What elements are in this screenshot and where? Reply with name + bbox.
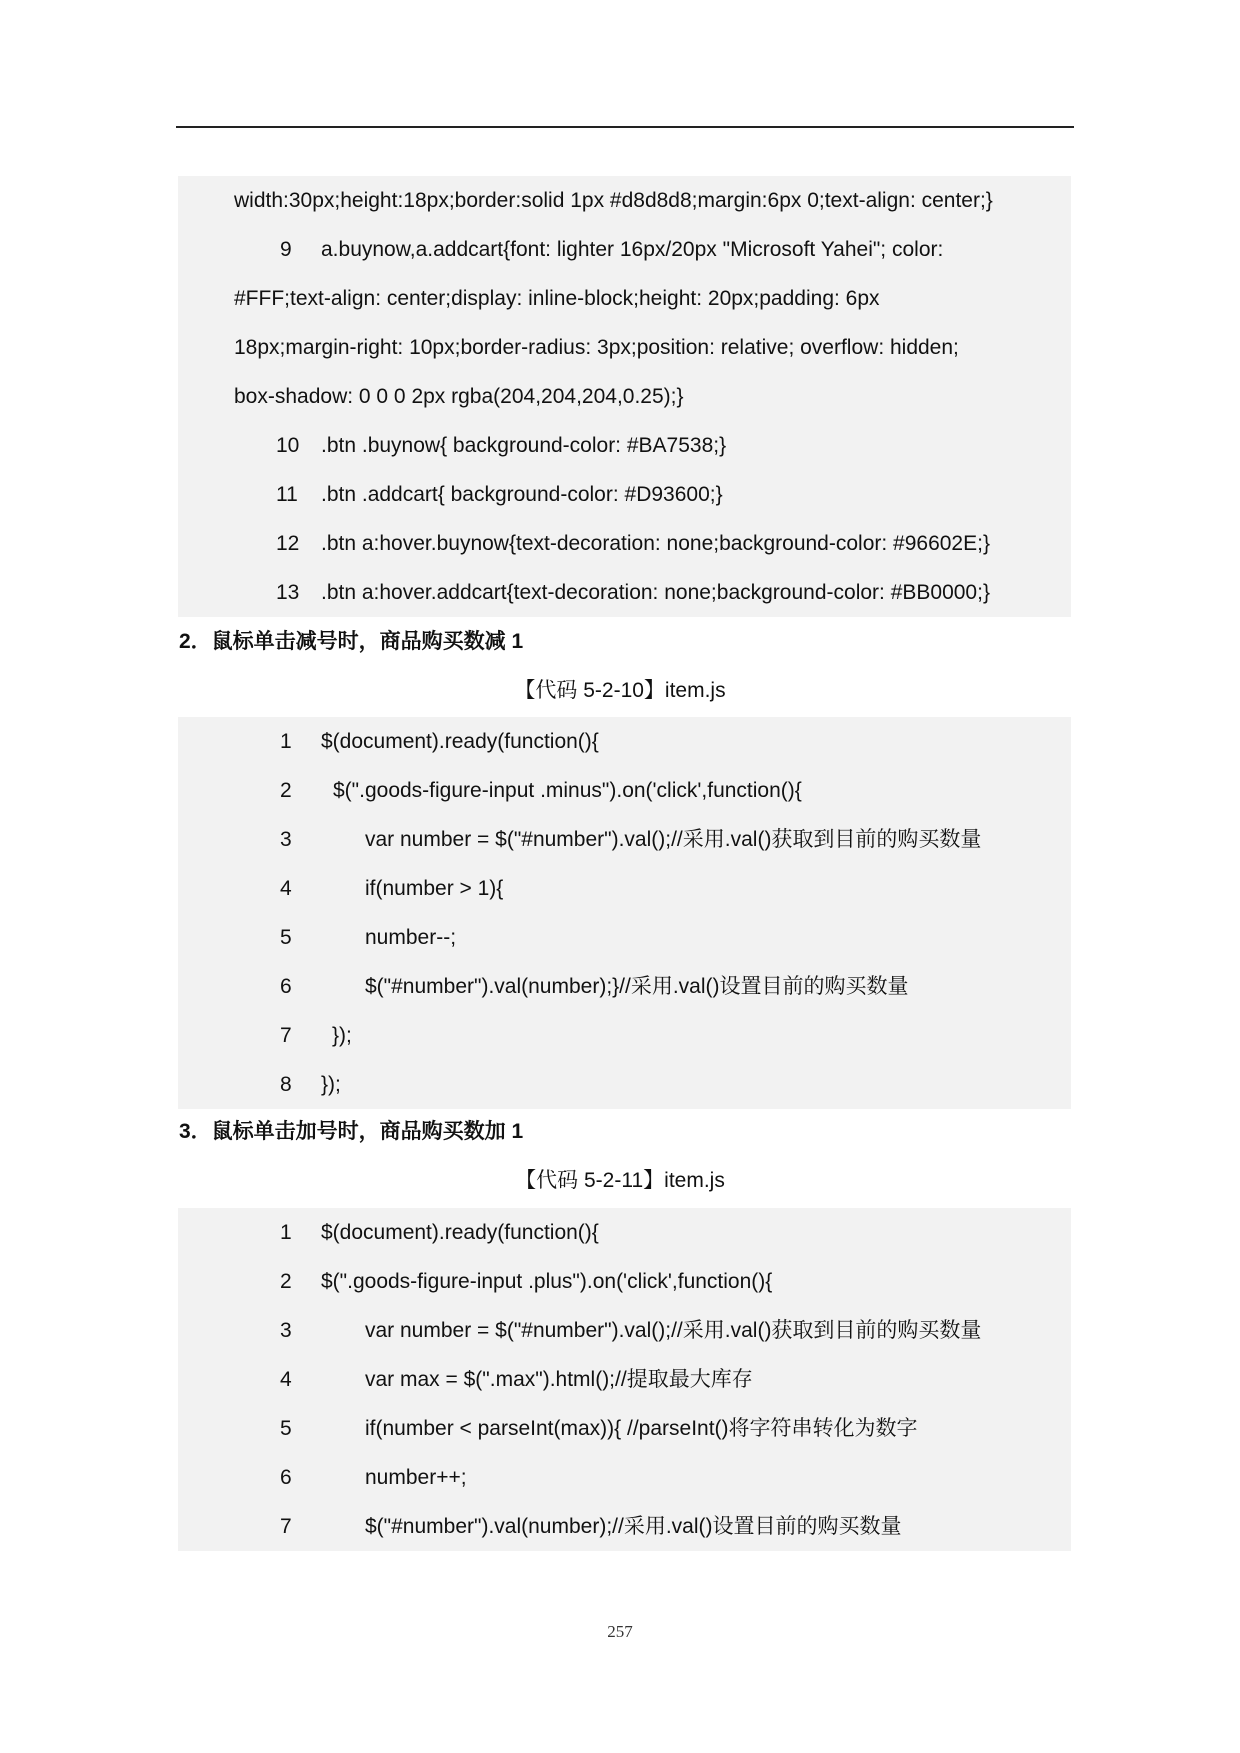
code-text: if(number > 1){ bbox=[365, 877, 504, 900]
line-number: 10 bbox=[276, 434, 300, 457]
code-text: .btn .buynow{ background-color: #BA7538;} bbox=[321, 434, 727, 457]
line-number: 3 bbox=[280, 1319, 292, 1342]
code-line bbox=[178, 1208, 1071, 1257]
code-caption: 【代码 5-2-10】item.js bbox=[514, 679, 726, 702]
code-text: box-shadow: 0 0 0 2px rgba(204,204,204,0.25);} bbox=[234, 385, 684, 408]
code-text: $("#number").val(number);}//采用.val()设置目前的购买数量 bbox=[365, 975, 909, 998]
line-number: 8 bbox=[280, 1073, 292, 1096]
code-line bbox=[178, 519, 1071, 568]
line-number: 1 bbox=[280, 730, 292, 753]
code-line bbox=[178, 1355, 1071, 1404]
line-number: 2 bbox=[280, 1270, 292, 1293]
code-line bbox=[178, 815, 1071, 864]
code-line bbox=[178, 717, 1071, 766]
line-number: 12 bbox=[276, 532, 300, 555]
line-number: 13 bbox=[276, 581, 300, 604]
code-line bbox=[178, 1404, 1071, 1453]
code-text: $(".goods-figure-input .minus").on('click',function(){ bbox=[333, 779, 802, 802]
section-heading: 3．鼠标单击加号时，商品购买数加 1 bbox=[179, 1120, 524, 1143]
code-text: .btn a:hover.addcart{text-decoration: none;background-color: #BB0000;} bbox=[321, 581, 990, 604]
code-line bbox=[178, 568, 1071, 617]
line-number: 6 bbox=[280, 975, 292, 998]
line-number: 5 bbox=[280, 1417, 292, 1440]
page-number: 257 bbox=[607, 1622, 633, 1641]
code-text: if(number < parseInt(max)){ //parseInt()将字符串转化为数字 bbox=[365, 1417, 918, 1440]
code-line bbox=[178, 470, 1071, 519]
code-line bbox=[178, 913, 1071, 962]
line-number: 4 bbox=[280, 1368, 292, 1391]
line-number: 4 bbox=[280, 877, 292, 900]
code-block-minus bbox=[178, 717, 1071, 1109]
code-line bbox=[178, 1060, 1071, 1109]
line-number: 9 bbox=[280, 238, 292, 261]
code-text: $("#number").val(number);//采用.val()设置目前的购买数量 bbox=[365, 1515, 902, 1538]
line-number: 3 bbox=[280, 828, 292, 851]
code-text: }); bbox=[321, 1073, 341, 1096]
line-number: 6 bbox=[280, 1466, 292, 1489]
code-text: }); bbox=[332, 1024, 352, 1047]
line-number: 2 bbox=[280, 779, 292, 802]
line-number: 1 bbox=[280, 1221, 292, 1244]
line-number: 7 bbox=[280, 1515, 292, 1538]
code-caption: 【代码 5-2-11】item.js bbox=[515, 1169, 725, 1192]
line-number: 11 bbox=[276, 483, 298, 506]
code-line bbox=[178, 274, 1071, 323]
code-text: width:30px;height:18px;border:solid 1px #d8d8d8;margin:6px 0;text-align: center;} bbox=[234, 189, 993, 212]
code-text: var number = $("#number").val();//采用.val()获取到目前的购买数量 bbox=[365, 828, 982, 851]
code-text: var number = $("#number").val();//采用.val()获取到目前的购买数量 bbox=[365, 1319, 982, 1342]
code-text: .btn .addcart{ background-color: #D93600;} bbox=[321, 483, 723, 506]
code-line bbox=[178, 323, 1071, 372]
code-line bbox=[178, 962, 1071, 1011]
line-number: 5 bbox=[280, 926, 292, 949]
code-text: $(".goods-figure-input .plus").on('click',function(){ bbox=[321, 1270, 773, 1293]
code-line bbox=[178, 1011, 1071, 1060]
code-line bbox=[178, 1306, 1071, 1355]
code-text: $(document).ready(function(){ bbox=[321, 1221, 599, 1244]
code-line bbox=[178, 864, 1071, 913]
line-number: 7 bbox=[280, 1024, 292, 1047]
code-line bbox=[178, 1453, 1071, 1502]
code-block-plus bbox=[178, 1208, 1071, 1551]
code-text: a.buynow,a.addcart{font: lighter 16px/20px "Microsoft Yahei"; color: bbox=[321, 238, 944, 261]
code-text: .btn a:hover.buynow{text-decoration: none;background-color: #96602E;} bbox=[321, 532, 990, 555]
code-line bbox=[178, 766, 1071, 815]
code-line bbox=[178, 225, 1071, 274]
code-text: 18px;margin-right: 10px;border-radius: 3px;position: relative; overflow: hidden; bbox=[234, 336, 959, 359]
code-block-css bbox=[178, 176, 1071, 617]
code-text: $(document).ready(function(){ bbox=[321, 730, 599, 753]
section-heading: 2．鼠标单击减号时，商品购买数减 1 bbox=[179, 630, 524, 653]
code-line bbox=[178, 1502, 1071, 1551]
code-line bbox=[178, 372, 1071, 421]
code-line bbox=[178, 1257, 1071, 1306]
code-line bbox=[178, 176, 1071, 225]
code-text: number--; bbox=[365, 926, 457, 949]
code-text: var max = $(".max").html();//提取最大库存 bbox=[365, 1368, 753, 1391]
header-rule bbox=[176, 126, 1074, 128]
code-text: number++; bbox=[365, 1466, 467, 1489]
code-text: #FFF;text-align: center;display: inline-block;height: 20px;padding: 6px bbox=[234, 287, 880, 310]
code-line bbox=[178, 421, 1071, 470]
